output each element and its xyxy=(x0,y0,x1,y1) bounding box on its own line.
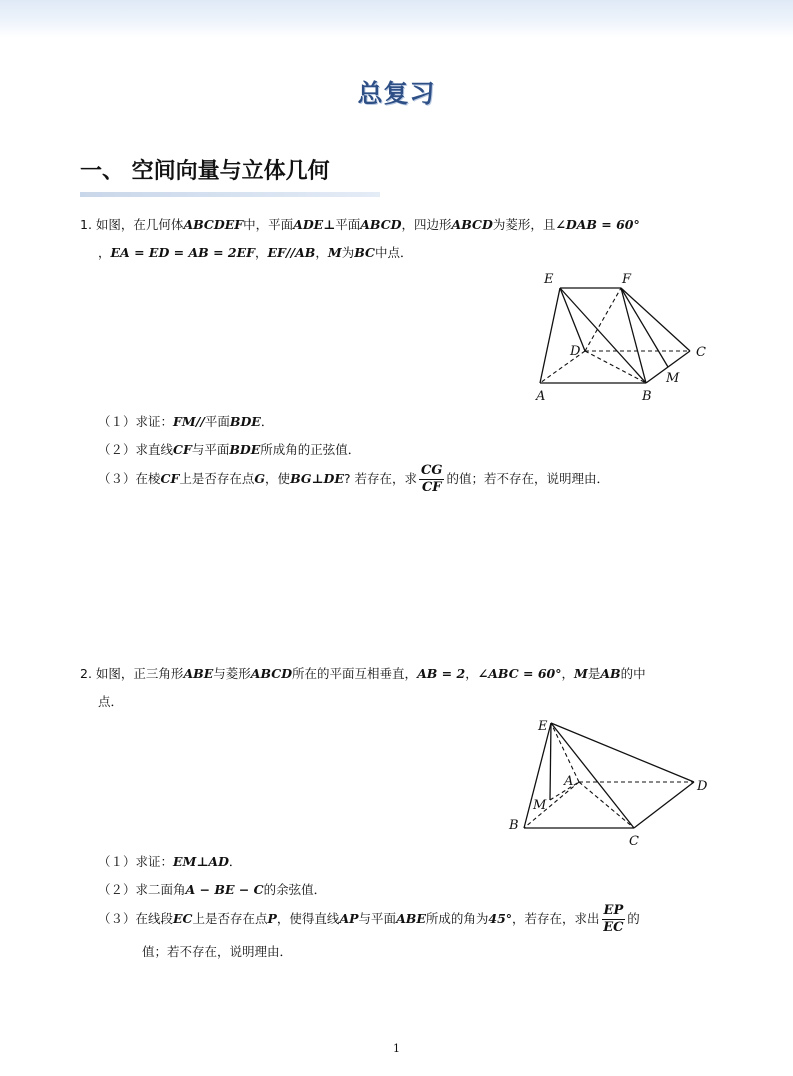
text: 如图，在几何体 xyxy=(95,217,184,232)
text: ，四边形 xyxy=(401,217,452,232)
page-number: 1 xyxy=(393,1042,400,1055)
problem-2-question-3-continued: 值；若不存在，说明理由． xyxy=(142,944,293,959)
header-band xyxy=(0,0,793,38)
text: 的值；若不存在，说明理由． xyxy=(446,471,609,486)
text: ， xyxy=(465,666,478,681)
problem-2-question-1 xyxy=(98,852,241,872)
fraction xyxy=(419,463,444,496)
problem-number: 2. xyxy=(80,666,92,681)
math: AB = 2 xyxy=(417,666,466,681)
text: ，使 xyxy=(265,471,291,486)
vertex-label-C: C xyxy=(629,834,639,849)
text: 上是否存在点 xyxy=(192,911,268,926)
text: 所在的平面互相垂直， xyxy=(292,666,418,681)
text: 的中 xyxy=(620,666,646,681)
text: ，若存在，求出 xyxy=(512,911,600,926)
problem-2-line-1 xyxy=(80,664,646,684)
math: BDE xyxy=(229,442,261,457)
problem-2-question-3 xyxy=(98,902,640,936)
vertex-label-M: M xyxy=(666,371,680,386)
math: P xyxy=(267,911,277,926)
math: AB xyxy=(600,666,621,681)
vertex-label-A: A xyxy=(536,389,546,404)
text: 的 xyxy=(627,911,640,926)
text: （３）在线段 xyxy=(98,911,174,926)
fraction-denominator: CF xyxy=(421,480,442,495)
text: 所成角的正弦值． xyxy=(260,442,361,457)
text: 平面 xyxy=(335,217,361,232)
figure-2 xyxy=(504,712,720,854)
text: 中点． xyxy=(374,245,413,260)
problem-1-line-1 xyxy=(80,215,640,235)
text: 与平面 xyxy=(358,911,397,926)
vertex-label-B: B xyxy=(509,818,519,833)
section-underline xyxy=(80,192,380,197)
problem-1-question-3 xyxy=(98,463,609,496)
text: （２）求二面角 xyxy=(98,882,186,897)
text: 与平面 xyxy=(191,442,230,457)
vertex-label-A: A xyxy=(564,774,574,789)
text: 为菱形，且 xyxy=(492,217,556,232)
math: ABCD xyxy=(360,217,402,232)
text: ， xyxy=(315,245,328,260)
math: FM// xyxy=(173,414,205,429)
math: ∠ABC = 60° xyxy=(477,666,562,681)
math: EC xyxy=(173,911,193,926)
vertex-label-C: C xyxy=(696,345,706,360)
math: BG⊥DE xyxy=(290,471,344,486)
vertex-label-D: D xyxy=(697,779,708,794)
vertex-label-E: E xyxy=(544,272,554,287)
text: ? 若存在，求 xyxy=(343,471,418,486)
figure-1 xyxy=(528,266,718,408)
text: （１）求证： xyxy=(98,854,174,869)
math: ABCD xyxy=(250,666,293,681)
math: ADE⊥ xyxy=(293,217,336,232)
text: 如图，正三角形 xyxy=(95,666,184,681)
problem-1-question-1 xyxy=(98,412,273,432)
math: BC xyxy=(354,245,375,260)
math: 45° xyxy=(488,911,513,926)
math: CF xyxy=(173,442,192,457)
math: EM⊥AD xyxy=(173,854,229,869)
vertex-label-M: M xyxy=(533,798,547,813)
vertex-label-E: E xyxy=(538,719,548,734)
text: 的余弦值． xyxy=(263,882,327,897)
text: ， xyxy=(255,245,268,260)
math: CF xyxy=(160,471,180,486)
vertex-label-D: D xyxy=(570,344,581,359)
vertex-label-B: B xyxy=(642,389,652,404)
fraction-numerator: CG xyxy=(421,463,443,478)
fraction xyxy=(602,903,626,936)
text: （２）求直线 xyxy=(98,442,174,457)
text: ． xyxy=(228,854,242,869)
text: 为 xyxy=(341,245,355,260)
text: ， xyxy=(561,666,574,681)
fraction-numerator: EP xyxy=(603,903,624,918)
math: ABE xyxy=(183,666,214,681)
math: A − BE − C xyxy=(185,882,264,897)
problem-1-question-2 xyxy=(98,440,360,460)
problem-1-line-2 xyxy=(98,243,412,263)
text: 所成的角为 xyxy=(425,911,489,926)
page-title: 总复习 xyxy=(357,79,436,108)
problem-2-line-2: 点． xyxy=(98,694,124,709)
fraction-denominator: EC xyxy=(603,920,624,935)
text: ， xyxy=(98,245,111,260)
text: 平面 xyxy=(204,414,230,429)
math: M xyxy=(327,245,342,260)
text: 中，平面 xyxy=(243,217,294,232)
math: G xyxy=(254,471,266,486)
math: BDE xyxy=(229,414,261,429)
math: ABCDEF xyxy=(183,217,244,232)
math: M xyxy=(573,666,588,681)
section-heading: 一、 空间向量与立体几何 xyxy=(80,159,330,184)
math: ABCD xyxy=(451,217,493,232)
vertex-label-F: F xyxy=(622,272,632,287)
math: EA = ED = AB = 2EF xyxy=(110,245,256,260)
text: （３）在棱 xyxy=(98,471,161,486)
text: 与菱形 xyxy=(213,666,251,681)
text: ． xyxy=(260,414,274,429)
math: AP xyxy=(339,911,359,926)
text: ，使得直线 xyxy=(276,911,340,926)
problem-2-question-2 xyxy=(98,880,326,900)
text: 是 xyxy=(587,666,601,681)
math: ABE xyxy=(396,911,426,926)
problem-number: 1. xyxy=(80,217,92,232)
text: 上是否存在点 xyxy=(179,471,255,486)
text: （１）求证： xyxy=(98,414,174,429)
math: ∠DAB = 60° xyxy=(555,217,640,232)
math: EF//AB xyxy=(267,245,316,260)
